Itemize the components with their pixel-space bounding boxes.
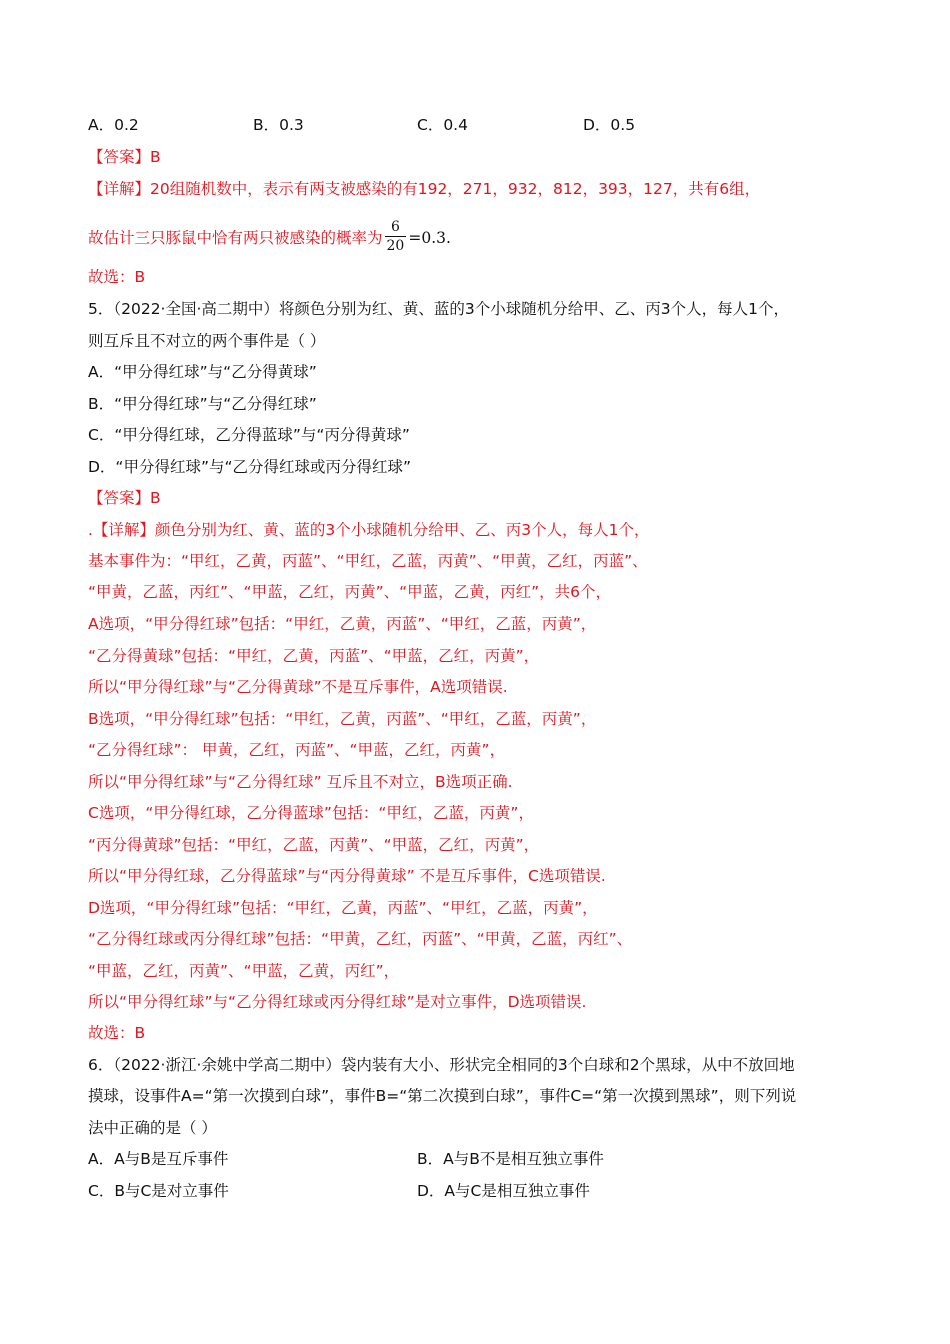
q5-stem-line-2: 则互斥且不对立的两个事件是（ ）: [88, 332, 326, 350]
q4-detail-line-2: [88, 220, 451, 257]
q5-detail-line: “乙分得红球”： 甲黄，乙红，丙蓝”、“甲蓝，乙红，丙黄”，: [88, 741, 506, 759]
q4-choose: 故选：B: [88, 268, 146, 286]
q5-detail-line: B选项，“甲分得红球”包括：“甲红，乙黄，丙蓝”、“甲红，乙蓝，丙黄”，: [88, 710, 597, 728]
q4-answer: 【答案】B: [88, 148, 161, 166]
q6-option-c: C．B与C是对立事件: [88, 1182, 229, 1200]
q5-option-b: B．“甲分得红球”与“乙分得红球”: [88, 395, 317, 413]
q5-detail-line: 所以“甲分得红球”与“乙分得黄球”不是互斥事件，A选项错误.: [88, 678, 508, 696]
q5-option-d: D．“甲分得红球”与“乙分得红球或丙分得红球”: [88, 458, 412, 476]
q5-detail-line: 所以“甲分得红球”与“乙分得红球或丙分得红球”是对立事件，D选项错误.: [88, 993, 587, 1011]
q4-detail-suffix: =0.3.: [408, 229, 451, 247]
q6-stem-line-1: 6．（2022·浙江·余姚中学高二期中）袋内装有大小、形状完全相同的3个白球和2个黑球，从中不放回地: [88, 1056, 795, 1074]
q5-detail-line: A选项，“甲分得红球”包括：“甲红，乙黄，丙蓝”、“甲红，乙蓝，丙黄”，: [88, 615, 597, 633]
q5-detail-line: D选项，“甲分得红球”包括：“甲红，乙黄，丙蓝”、“甲红，乙蓝，丙黄”，: [88, 899, 598, 917]
q5-detail-line: 基本事件为：“甲红，乙黄，丙蓝”、“甲红，乙蓝，丙黄”、“甲黄，乙红，丙蓝”、: [88, 552, 648, 570]
q5-detail-line: “乙分得红球或丙分得红球”包括：“甲黄，乙红，丙蓝”、“甲黄，乙蓝，丙红”、: [88, 930, 633, 948]
q5-detail-line: “甲蓝，乙红，丙黄”、“甲蓝，乙黄，丙红”，: [88, 962, 400, 980]
q5-option-c: C．“甲分得红球，乙分得蓝球”与“丙分得黄球”: [88, 426, 410, 444]
q4-detail-line-1: 【详解】20组随机数中，表示有两支被感染的有192，271，932，812，393，127，共有6组，: [88, 180, 761, 198]
q5-detail-line: C选项，“甲分得红球，乙分得蓝球”包括：“甲红，乙蓝，丙黄”，: [88, 804, 534, 822]
q5-answer: 【答案】B: [88, 489, 161, 507]
q5-option-a: A．“甲分得红球”与“乙分得黄球”: [88, 363, 317, 381]
q6-stem-line-3: 法中正确的是（ ）: [88, 1119, 217, 1137]
q6-option-a: A．A与B是互斥事件: [88, 1150, 229, 1168]
fraction-numerator: 6: [385, 218, 407, 237]
q4-detail-prefix: 故估计三只豚鼠中恰有两只被感染的概率为: [88, 229, 383, 247]
q4-option-c: C．0.4: [417, 116, 468, 134]
q4-option-d: D．0.5: [583, 116, 636, 134]
q5-choose: 故选：B: [88, 1024, 146, 1042]
fraction-denominator: 20: [386, 238, 405, 254]
q5-detail-line: “乙分得黄球”包括：“甲红，乙黄，丙蓝”、“甲蓝，乙红，丙黄”，: [88, 647, 540, 665]
q6-stem-line-2: 摸球，设事件A=“第一次摸到白球”，事件B=“第二次摸到白球”，事件C=“第一次摸到黑球”，则下列说: [88, 1087, 797, 1105]
q4-option-a: A．0.2: [88, 116, 139, 134]
q5-stem-line-1: 5．（2022·全国·高二期中）将颜色分别为红、黄、蓝的3个小球随机分给甲、乙、丙3个人，每人1个，: [88, 300, 789, 318]
probability-fraction: [385, 218, 407, 255]
q5-detail-line: .【详解】颜色分别为红、黄、蓝的3个小球随机分给甲、乙、丙3个人，每人1个，: [88, 521, 650, 539]
q5-detail-line: “甲黄，乙蓝，丙红”、“甲蓝，乙红，丙黄”、“甲蓝，乙黄，丙红”，共6个，: [88, 583, 612, 601]
q5-detail-line: 所以“甲分得红球，乙分得蓝球”与“丙分得黄球” 不是互斥事件，C选项错误.: [88, 867, 606, 885]
q6-option-b: B．A与B不是相互独立事件: [417, 1150, 604, 1168]
q4-option-b: B．0.3: [253, 116, 304, 134]
q5-detail-line: 所以“甲分得红球”与“乙分得红球” 互斥且不对立，B选项正确.: [88, 773, 513, 791]
q6-option-d: D．A与C是相互独立事件: [417, 1182, 590, 1200]
q5-detail-line: “丙分得黄球”包括：“甲红，乙蓝，丙黄”、“甲蓝，乙红，丙黄”，: [88, 836, 540, 854]
